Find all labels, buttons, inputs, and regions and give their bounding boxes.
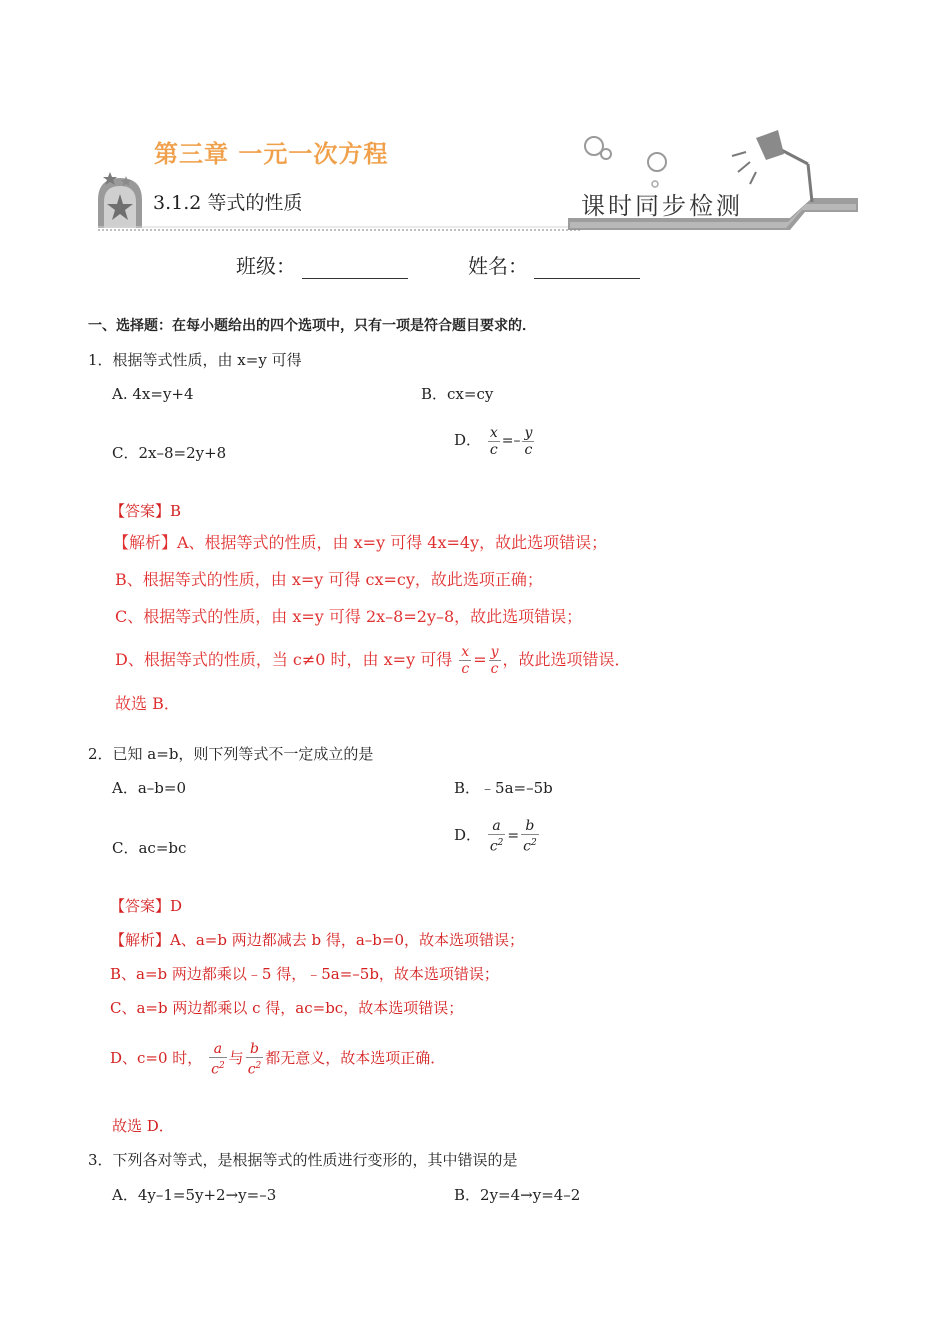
q1-explain-4-frac2: $\frac{y}{c}$ bbox=[490, 644, 499, 677]
q1-choose: 故选 B． bbox=[115, 694, 180, 713]
class-label: 班级： bbox=[236, 254, 296, 278]
q2-option-a: A．a–b=0 bbox=[112, 779, 186, 797]
q2-explain-4-mid: 与 bbox=[228, 1049, 244, 1067]
q3-option-a: A．4y–1=5y+2→y=–3 bbox=[112, 1186, 277, 1204]
chapter-title: 第三章 一元一次方程 bbox=[154, 140, 389, 168]
q1-explain-3: C、根据等式的性质，由 x=y 可得 2x–8=2y–8，故此选项错误； bbox=[115, 607, 583, 626]
q2-choose: 故选 D． bbox=[112, 1117, 174, 1135]
q1-option-d bbox=[454, 420, 536, 461]
name-label: 姓名： bbox=[468, 254, 528, 278]
q2-explain-2: B、a=b 两边都乘以﹣5 得，﹣5a=–5b，故本选项错误； bbox=[110, 965, 499, 983]
desk-lamp-icon bbox=[732, 130, 812, 202]
q2-option-b: B．﹣5a=–5b bbox=[454, 779, 553, 797]
q1-explain-4-tail: ，故此选项错误． bbox=[502, 650, 631, 669]
q2-d-label: D． bbox=[454, 826, 482, 844]
q1-d-frac2: $\frac{y}{c}$ bbox=[524, 424, 533, 458]
q2-answer: 【答案】D bbox=[110, 897, 183, 915]
q1-explain-1: 【解析】A、根据等式的性质，由 x=y 可得 4x=4y，故此选项错误； bbox=[113, 533, 608, 552]
q1-answer: 【答案】B bbox=[110, 502, 182, 520]
q2-option-c: C．ac=bc bbox=[112, 839, 187, 857]
section-title: 3.1.2 等式的性质 bbox=[153, 192, 303, 214]
q2-explain-4 bbox=[110, 1036, 445, 1080]
section-heading: 一、选择题：在每小题给出的四个选项中，只有一项是符合题目要求的． bbox=[88, 318, 536, 334]
q1-option-b: B．cx=cy bbox=[421, 385, 494, 403]
q2-d-frac1: $\frac{a}{c^2}$ bbox=[489, 817, 504, 855]
q3-option-b: B．2y=4→y=4–2 bbox=[454, 1186, 581, 1204]
q2-d-op: = bbox=[507, 828, 520, 844]
q1-explain-4 bbox=[115, 640, 631, 680]
q1-stem: 1．根据等式性质，由 x=y 可得 bbox=[88, 351, 302, 369]
q2-explain-4-frac2: $\frac{b}{c^2}$ bbox=[247, 1040, 262, 1078]
q2-explain-4-tail: 都无意义，故本选项正确． bbox=[265, 1049, 446, 1067]
q2-explain-1: 【解析】A、a=b 两边都减去 b 得，a–b=0，故本选项错误； bbox=[110, 931, 525, 949]
q2-explain-4-text: D、c=0 时， bbox=[110, 1049, 203, 1067]
q3-stem: 3．下列各对等式，是根据等式的性质进行变形的，其中错误的是 bbox=[88, 1151, 518, 1169]
q2-option-d bbox=[454, 815, 541, 856]
star-badge-icon bbox=[98, 172, 142, 228]
q1-explain-4-text: D、根据等式的性质，当 c≠0 时，由 x=y 可得 bbox=[115, 650, 453, 669]
q2-d-frac2: $\frac{b}{c^2}$ bbox=[523, 817, 537, 855]
q1-d-op: =– bbox=[501, 433, 521, 449]
q2-explain-3: C、a=b 两边都乘以 c 得，ac=bc，故本选项错误； bbox=[110, 999, 464, 1017]
q1-d-label: D． bbox=[454, 431, 482, 449]
q1-d-frac1: $\frac{x}{c}$ bbox=[489, 424, 498, 458]
class-field bbox=[236, 250, 408, 279]
q1-explain-4-frac1: $\frac{x}{c}$ bbox=[461, 644, 470, 677]
q2-stem: 2．已知 a=b，则下列等式不一定成立的是 bbox=[88, 745, 374, 763]
q1-option-a: A. 4x=y+4 bbox=[112, 385, 194, 403]
banner-text: 课时同步检测 bbox=[581, 192, 743, 220]
q1-explain-4-op: = bbox=[473, 650, 487, 669]
q1-option-c: C．2x–8=2y+8 bbox=[112, 444, 227, 462]
name-field bbox=[468, 250, 640, 279]
q1-explain-2: B、根据等式的性质，由 x=y 可得 cx=cy，故此选项正确； bbox=[115, 570, 543, 589]
class-blank[interactable] bbox=[302, 258, 408, 279]
q2-explain-4-frac1: $\frac{a}{c^2}$ bbox=[211, 1040, 225, 1078]
name-blank[interactable] bbox=[534, 258, 640, 279]
